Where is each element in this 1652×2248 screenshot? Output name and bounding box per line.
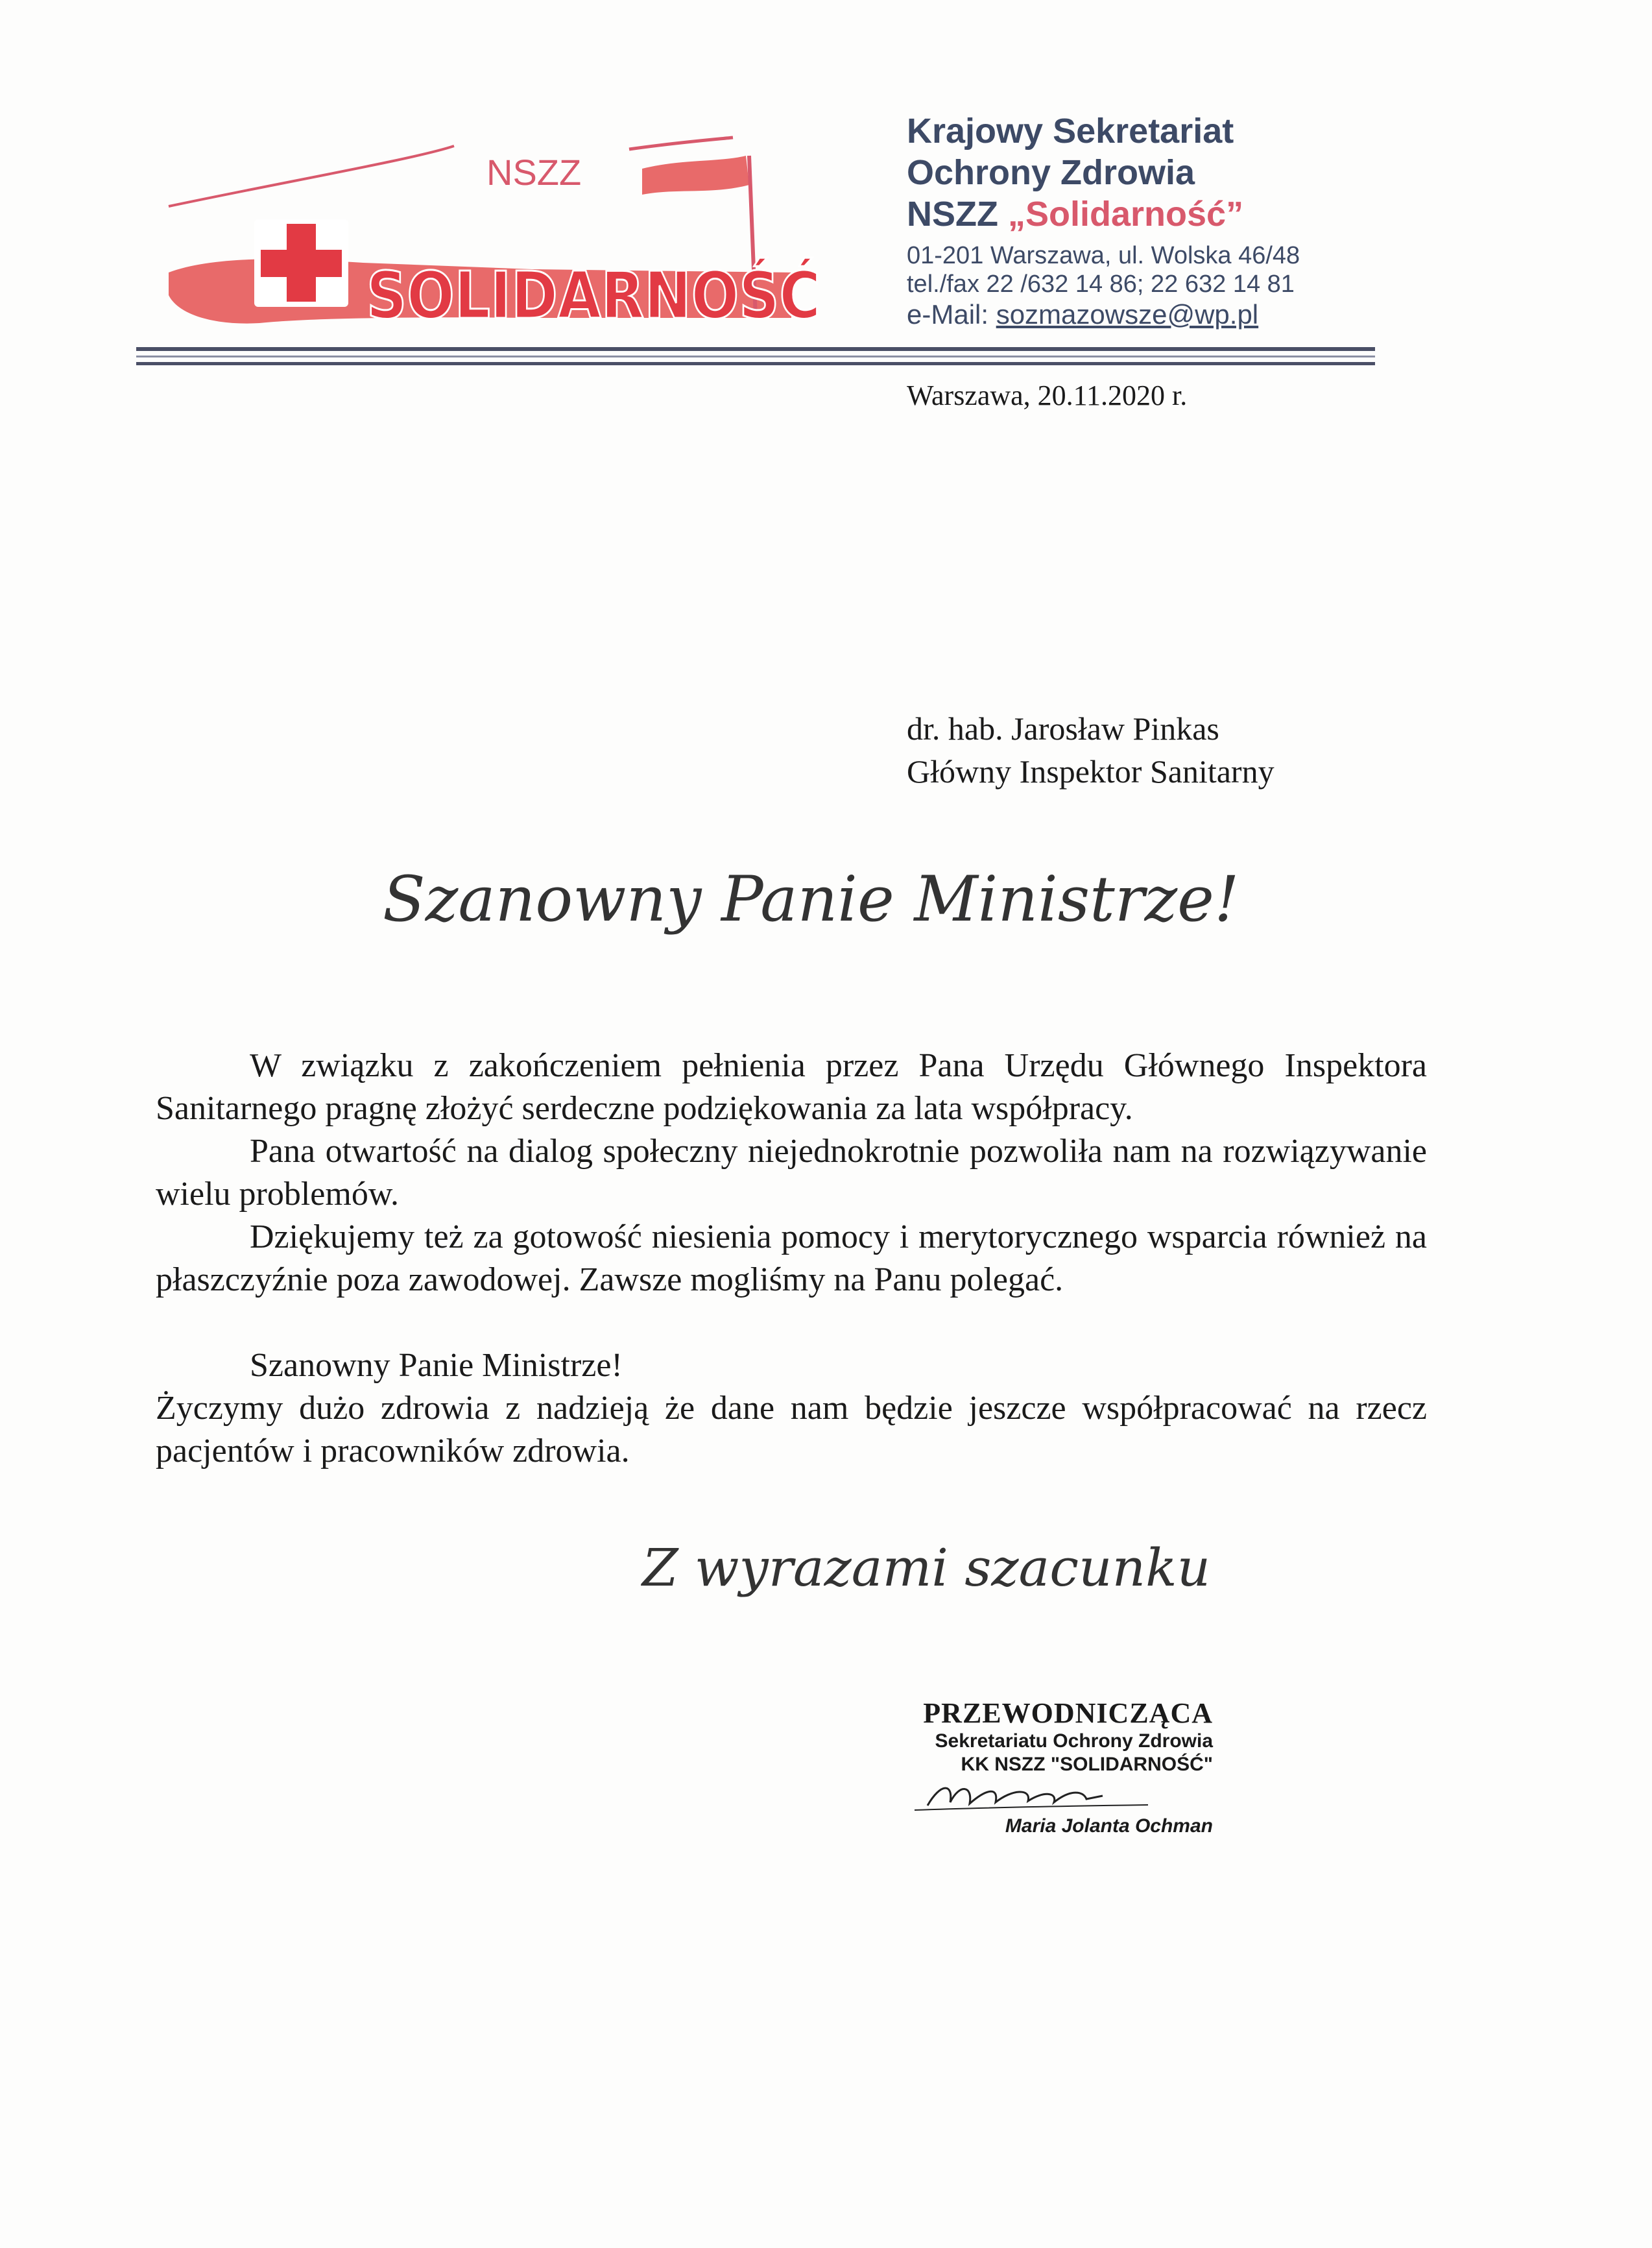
organization-block [907,110,1300,331]
body-paragraph-4: Szanowny Panie Ministrze! [250,1347,623,1384]
letter-body [156,1045,1427,1473]
email-link[interactable]: sozmazowsze@wp.pl [996,299,1259,330]
handwritten-salutation: Szanowny Panie Ministrze! [383,863,1239,936]
org-name-line-3 [907,193,1300,235]
org-name-line-2: Ochrony Zdrowia [907,153,1195,192]
stamp-line-1: Sekretariatu Ochrony Zdrowia [935,1730,1213,1752]
logo-text-top: NSZZ [486,152,582,193]
header-rule-top [136,347,1375,351]
signature-stamp [889,1697,1213,1837]
body-paragraph-5: Życzymy dużo zdrowia z nadzieją że dane nam będzie jeszcze współpracować na rzecz pacjentów i pracowników zdrowia. [156,1390,1427,1469]
stamp-signatory-name: Maria Jolanta Ochman [1005,1815,1213,1837]
stamp-line-2: KK NSZZ "SOLIDARNOŚĆ" [961,1754,1213,1775]
addressee-title: Główny Inspektor Sanitarny [907,753,1275,790]
addressee-block [907,707,1275,793]
body-paragraph-3: Dziękujemy też za gotowość niesienia pomocy i merytorycznego wsparcia również na płaszczyźnie poza zawodowej. Zawsze mogliśmy na Panu polegać. [156,1218,1427,1298]
letter-date: Warszawa, 20.11.2020 r. [907,380,1188,411]
email-label: e-Mail: [907,299,996,330]
header-rule-middle [136,356,1375,357]
org-name-line-1: Krajowy Sekretariat [907,112,1234,151]
handwritten-signature [889,1776,1213,1815]
stamp-title: PRZEWODNICZĄCA [923,1697,1213,1729]
org-address: 01-201 Warszawa, ul. Wolska 46/48 [907,242,1300,269]
body-paragraph-1: W związku z zakończeniem pełnienia przez Pana Urzędu Głównego Inspektora Sanitarnego pragnę złożyć serdeczne podziękowania za lata współpracy. [156,1047,1427,1127]
org-brand: „Solidarność” [1008,195,1244,234]
solidarnosc-logo [143,123,856,357]
handwritten-closing: Z wyrazami szacunku [642,1538,1211,1598]
addressee-name: dr. hab. Jarosław Pinkas [907,710,1219,747]
org-phone: tel./fax 22 /632 14 86; 22 632 14 81 [907,271,1295,298]
header-rule-bottom [136,362,1375,365]
org-prefix: NSZZ [907,195,1008,234]
logo-text-main: SOLIDARNOŚĆ [366,258,820,333]
body-paragraph-2: Pana otwartość na dialog społeczny niejednokrotnie pozwoliła nam na rozwiązywanie wielu problemów. [156,1133,1427,1213]
org-email-line [907,298,1300,331]
